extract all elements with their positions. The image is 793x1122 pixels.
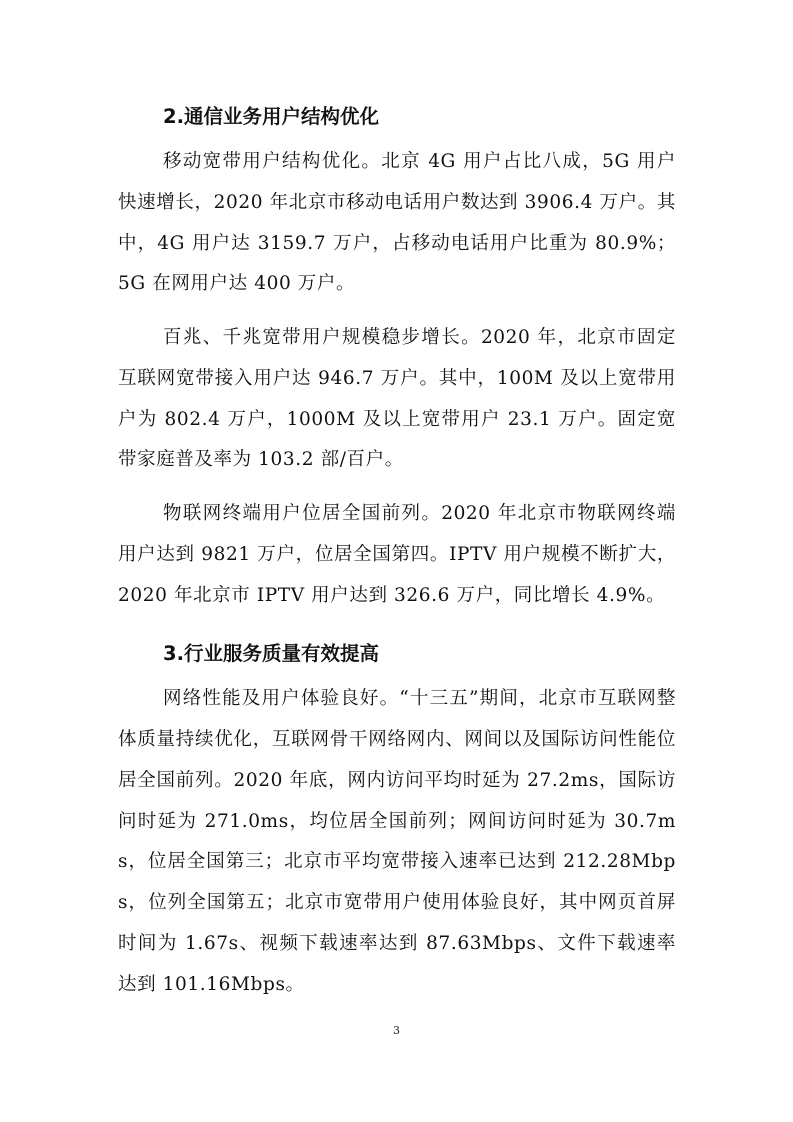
- section-heading-service-quality: 3.行业服务质量有效提高: [163, 642, 379, 666]
- paragraph-fixed-broadband: 百兆、千兆宽带用户规模稳步增长。2020 年，北京市固定互联网宽带接入用户达 946.7 万户。其中，100M 及以上宽带用户为 802.4 万户，1000M 及以上宽带用户 23.1 万户。固定宽带家庭普及率为 103.2 部/百户。: [118, 326, 676, 471]
- paragraph-network-performance: 网络性能及用户体验良好。“十三五”期间，北京市互联网整体质量持续优化，互联网骨干网络网内、网间以及国际访问性能位居全国前列。2020 年底，网内访问平均时延为 27.2ms，国际访问时延为 271.0ms，均位居全国前列；网间访问时延为 30.7ms，位居全国第三；北京市平均宽带接入速率已达到 212.28Mbps，位列全国第五；北京市宽带用户使用体验良好，其中网页首屏时间为 1.67s、视频下载速率达到 87.63Mbps、文件下载速率达到 101.16Mbps。: [118, 688, 676, 995]
- paragraph-mobile-broadband: 移动宽带用户结构优化。北京 4G 用户占比八成，5G 用户快速增长，2020 年北京市移动电话用户数达到 3906.4 万户。其中，4G 用户达 3159.7 万户，占移动电话用户比重为 80.9%；5G 在网用户达 400 万户。: [118, 151, 676, 295]
- section-heading-user-structure: 2.通信业务用户结构优化: [163, 105, 379, 128]
- page-number: 3: [393, 1024, 400, 1037]
- paragraph-iot-iptv: 物联网终端用户位居全国前列。2020 年北京市物联网终端用户达到 9821 万户，位居全国第四。IPTV 用户规模不断扩大，2020 年北京市 IPTV 用户达到 326.6 万户，同比增长 4.9%。: [118, 502, 676, 606]
- document-body: [118, 92, 676, 1006]
